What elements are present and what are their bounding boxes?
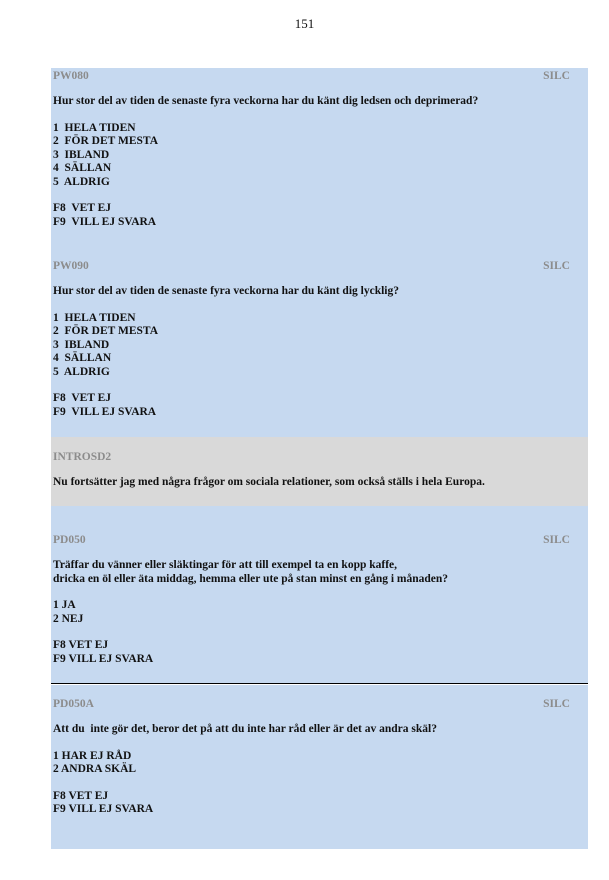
question-text: Hur stor del av tiden de senaste fyra veckorna har du känt dig ledsen och deprimerad? bbox=[53, 95, 479, 107]
question-block-pd050 bbox=[51, 506, 588, 683]
special-code: F8 VET EJ bbox=[53, 639, 109, 651]
question-text: Hur stor del av tiden de senaste fyra veckorna har du känt dig lycklig? bbox=[53, 285, 399, 297]
answer-option: 3 IBLAND bbox=[53, 148, 110, 161]
answer-option: 5 ALDRIG bbox=[53, 365, 110, 378]
intro-code: INTROSD2 bbox=[53, 451, 112, 463]
section-divider bbox=[51, 683, 588, 684]
special-code: F9 VILL EJ SVARA bbox=[53, 215, 157, 228]
special-code: F8 VET EJ bbox=[53, 392, 112, 404]
question-code: PW090 bbox=[53, 260, 89, 272]
answer-option: 1 HELA TIDEN bbox=[53, 311, 136, 324]
intro-text: Nu fortsätter jag med några frågor om sociala relationer, som också ställs i hela Europa. bbox=[53, 476, 485, 488]
survey-tag: SILC bbox=[543, 260, 570, 272]
answer-option: 2 FÖR DET MESTA bbox=[53, 135, 159, 147]
page-number: 151 bbox=[294, 16, 315, 31]
special-code: F9 VILL EJ SVARA bbox=[53, 652, 154, 665]
special-code: F8 VET EJ bbox=[53, 202, 112, 214]
survey-tag: SILC bbox=[543, 698, 570, 710]
question-block-pd050a bbox=[51, 685, 588, 849]
special-code: F9 VILL EJ SVARA bbox=[53, 803, 154, 815]
survey-tag: SILC bbox=[543, 534, 570, 546]
answer-option: 2 FÖR DET MESTA bbox=[53, 325, 159, 337]
special-code: F8 VET EJ bbox=[53, 789, 109, 802]
survey-tag: SILC bbox=[543, 70, 570, 82]
answer-option: 4 SÄLLAN bbox=[53, 352, 112, 364]
special-code: F9 VILL EJ SVARA bbox=[53, 405, 157, 418]
question-block-pw090 bbox=[51, 256, 588, 437]
question-code: PD050 bbox=[53, 534, 86, 546]
answer-option: 1 JA bbox=[53, 599, 76, 611]
question-text: dricka en öl eller äta middag, hemma eller ute på stan minst en gång i månaden? bbox=[53, 572, 449, 585]
answer-option: 2 NEJ bbox=[53, 612, 84, 625]
answer-option: 3 IBLAND bbox=[53, 338, 110, 351]
question-code: PD050A bbox=[53, 698, 94, 710]
answer-option: 1 HAR EJ RÅD bbox=[53, 749, 132, 762]
intro-block-introsd2 bbox=[51, 437, 588, 506]
question-text: Träffar du vänner eller släktingar för att till exempel ta en kopp kaffe, bbox=[53, 559, 398, 571]
question-block-pw080 bbox=[51, 68, 588, 256]
question-code: PW080 bbox=[53, 70, 89, 82]
answer-option: 4 SÄLLAN bbox=[53, 162, 112, 174]
question-text: Att du inte gör det, beror det på att du inte har råd eller är det av andra skäl? bbox=[53, 723, 437, 735]
answer-option: 5 ALDRIG bbox=[53, 175, 110, 188]
answer-option: 2 ANDRA SKÄL bbox=[53, 763, 137, 775]
answer-option: 1 HELA TIDEN bbox=[53, 121, 136, 134]
